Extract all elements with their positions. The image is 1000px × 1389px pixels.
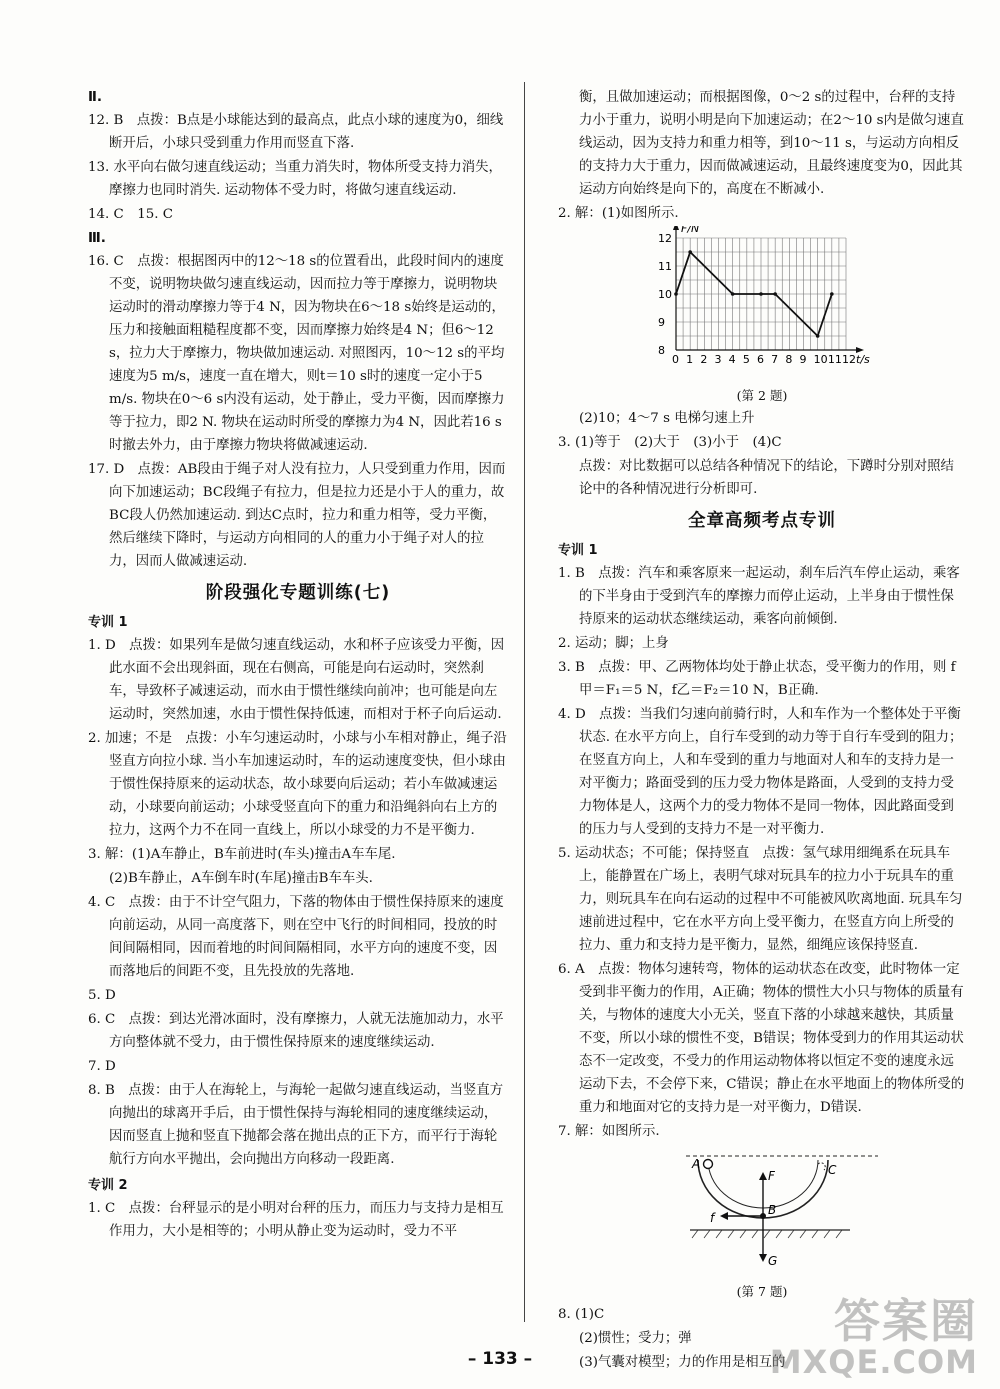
x-axis-label: t/s [856,353,870,366]
review-answer-4: 4. D 点拨：当我们匀速向前骑行时，人和车作为一个整体处于平衡状态. 在水平方向上，自行车受到的动力等于自行车受到的阻力；在竖直方向上，人和车受到的重力与地面对人和车的支持力是一对平衡力；路面受到的压力受力物体是路面，人受到的支持力受力物体是人，这两个力的受力物体不是同一物体，因此路面受到的压力与人受到的支持力不是一对平衡力. [558,707,963,837]
half-pipe-force-diagram [558,1144,966,1272]
x-tick-label: 8 [785,353,793,366]
training1-answer-8: 8. B 点拨：由于人在海轮上，与海轮一起做匀速直线运动，当竖直方向抛出的球离开手后，由于惯性保持与海轮相同的速度继续运动，因而竖直上抛和竖直下抛都会落在抛出点的正下方，而平行于海轮航行方向水平抛出，会向抛出方向移动一段距离. [88,1083,504,1167]
data-point [773,292,777,296]
y-tick-label: 11 [658,260,672,273]
label-friction: f [710,1211,715,1225]
x-tick-label: 10 [813,353,828,366]
review-answer-8a: 8. (1)C [558,1307,605,1322]
answer-17: 17. D 点拨：AB段由于绳子对人没有拉力，人只受到重力作用，因而向下加速运动；BC段绳子有拉力，但是拉力还是小于人的重力，故BC段人仍然加速运动. 到达C点时，拉力和重力相等，受力平衡，然后继续下降时，与运动方向相同的人的重力小于绳子对人的拉力，因而人做减速运动. [88,462,506,569]
y-tick-label: 12 [658,232,672,245]
label-f: F [768,1169,775,1183]
training2-answer-2a: 2. 解：(1)如图所示. [558,206,679,221]
figure-7-diagram [558,1144,966,1303]
training2-answer-1: 1. C 点拨：台秤显示的是小明对台秤的压力，而压力与支持力是相互作用力，大小是相等的；小明从静止变为运动时，受力不平 [88,1201,504,1239]
ball-at-a [704,1160,713,1169]
y-tick-label: 10 [658,288,672,301]
column-divider [524,82,525,1322]
data-point [816,334,820,338]
figure-7-caption: (第 7 题) [736,1284,788,1299]
training2-answer-3a: 3. (1)等于 (2)大于 (3)小于 (4)C [558,435,782,450]
data-point [674,292,678,296]
review-answer-1: 1. B 点拨：汽车和乘客原来一起运动，刹车后汽车停止运动，乘客的下半身由于受到汽车的摩擦力而停止运动，上半身由于惯性保持原来的运动状态继续运动，乘客向前倾倒. [558,566,960,627]
y-tick-label: 8 [658,344,665,357]
x-tick-label: 5 [742,353,750,366]
x-tick-label: 0 [672,353,679,366]
review-answer-8b: (2)惯性；受力；弹 [579,1331,692,1346]
review-answer-8c: (3)气囊对模型；力的作用是相互的 [579,1355,786,1370]
label-c: C [828,1163,837,1177]
answer-13: 13. 水平向右做匀速直线运动；当重力消失时，物体所受支持力消失，摩擦力也同时消失. 运动物体不受力时，将做匀速直线运动. [88,160,502,198]
figure-2-chart [558,226,966,407]
review-answer-2: 2. 运动；脚；上身 [558,636,669,651]
page-number: – 133 – [467,1349,533,1369]
data-point [830,292,834,296]
answer-12: 12. B 点拨：B点是小球能达到的最高点，此点小球的速度为0，细线断开后，小球只受到重力作用而竖直下落. [88,113,504,151]
section-title-stage-training-7: 阶段强化专题训练(七) [205,583,391,603]
x-tick-label: 11 [827,353,842,366]
y-axis-arrow [673,226,679,230]
subsection-heading-zhuanxun-2: 专训 2 [88,1178,128,1193]
data-point [759,292,763,296]
x-tick-label: 6 [757,353,764,366]
label-a: A [692,1157,701,1171]
training1-answer-4: 4. C 点拨：由于不计空气阻力，下落的物体由于惯性保持原来的速度向前运动，从同一高度落下，则在空中飞行的时间相同，投放的时间间隔相同，因而着地的时间间隔相同，水平方向的速度不变，因而落地后的间距不变，且先投放的先落地. [88,895,504,979]
review-subsection-heading-1: 专训 1 [558,543,598,558]
label-g: G [768,1254,778,1268]
x-tick-label: 9 [799,353,807,366]
answer-14-15: 14. C 15. C [88,207,173,222]
training2-answer-1-continued: 衡，且做加速运动；而根据图像，0～2 s的过程中，台秤的支持力小于重力，说明小明是向下加速运动；在2～10 s内是做匀速直线运动，因为支持力和重力相等，到10～11 s，与运动方向相反的支持力大于重力，因而做减速运动，且最终速度变为0，因此其运动方向始终是向下的，高度在不断减小. [579,90,964,197]
x-tick-label: 7 [771,353,779,366]
y-axis-label: F/N [681,226,700,235]
section-title-chapter-review: 全章高频考点专训 [688,511,836,531]
section-heading-ii: Ⅱ. [88,89,103,105]
training1-answer-5: 5. D [88,988,116,1003]
data-point [731,292,735,296]
training1-answer-1: 1. D 点拨：如果列车是做匀速直线运动，水和杯子应该受力平衡，因此水面不会出现斜面，现在右侧高，可能是向右运动时，突然刹车，导致杯子减速运动，而水由于惯性继续向前冲；也可能是向左运动时，突然加速，水由于惯性保持低速，而相对于杯子向后运动. [88,638,505,722]
section-heading-iii: Ⅲ. [88,230,106,246]
label-b: B [768,1203,777,1217]
force-time-chart [558,226,966,376]
data-point [688,250,692,254]
watermark-line2: MXQE.COM [769,1343,978,1381]
x-tick-label: 12 [842,353,856,366]
page-number-value: 133 [482,1349,518,1369]
training1-answer-3a: 3. 解：(1)A车静止，B车前进时(车头)撞击A车车尾. [88,847,396,862]
x-tick-label: 4 [728,353,736,366]
training1-answer-2: 2. 加速；不是 点拨：小车匀速运动时，小球与小车相对静止，绳子沿竖直方向拉小球. 当小车加速运动时，车的运动速度变快，但小球由于惯性保持原来的运动状态，故小球要向后运动；若小车做减速运动，小球要向前运动；小球受竖直向下的重力和沿绳斜向右上方的拉力，这两个力不在同一直线上，所以小球受的力不是平衡力. [88,731,507,838]
watermark [769,1294,978,1381]
x-tick-label: 1 [686,353,694,366]
right-column [558,86,966,1375]
training1-answer-6: 6. C 点拨：到达光滑冰面时，没有摩擦力，人就无法施加动力，水平方向整体就不受力，由于惯性保持原来的速度继续运动. [88,1012,504,1050]
training1-answer-7: 7. D [88,1059,116,1074]
training2-answer-2b: (2)10；4～7 s 电梯匀速上升 [579,411,755,426]
figure-2-caption: (第 2 题) [736,388,788,403]
x-tick-label: 3 [714,353,722,366]
x-tick-label: 2 [700,353,708,366]
review-answer-7: 7. 解：如图所示. [558,1124,660,1139]
watermark-line1: 答案圈 [834,1294,978,1348]
review-answer-3: 3. B 点拨：甲、乙两物体均处于静止状态，受平衡力的作用，则 f甲＝F₁＝5 N，f乙＝F₂＝10 N，B正确. [558,660,956,698]
y-tick-label: 9 [658,316,665,329]
subsection-heading-zhuanxun-1: 专训 1 [88,615,128,630]
review-answer-6: 6. A 点拨：物体匀速转弯，物体的运动状态在改变，此时物体一定受到非平衡力的作用，A正确；物体的惯性大小只与物体的质量有关，与物体的速度大小无关，竖直下落的小球越来越快，其质量不变，所以小球的惯性不变，B错误；物体受到力的作用其运动状态不一定改变，不受力的作用运动物体将以恒定不变的速度永远运动下去，不会停下来，C错误；静止在水平地面上的物体所受的重力和地面对它的支持力是一对平衡力，D错误. [558,962,965,1115]
training1-answer-3b: (2)B车静止，A车倒车时(车尾)撞击B车车头. [109,871,373,886]
left-column [88,86,508,1244]
answer-16: 16. C 点拨：根据图丙中的12～18 s的位置看出，此段时间内的速度不变，说明物块做匀速直线运动，因而拉力等于摩擦力，说明物块运动时的滑动摩擦力等于4 N，因为物块在6～18 s始终是运动的，压力和接触面粗糙程度都不变，因而摩擦力始终是4 N；但6～12 s，拉力大于摩擦力，物块做加速运动. 对照图丙，10～12 s的平均速度为5 m/s，速度一直在增大，则t＝10 s时的速度一定小于5 m/s. 物块在0～6 s内没有运动，处于静止，受力平衡，因而摩擦力等于拉力，即2 N. 物块在运动时所受的摩擦力为4 N，因此若16 s时撤去外力，由于摩擦力物块将做减速运动. [88,254,505,453]
review-answer-5: 5. 运动状态；不可能；保持竖直 点拨：氢气球用细绳系在玩具车上，能静置在广场上，表明气球对玩具车的拉力小于玩具车的重力，则玩具车在向右运动的过程中不可能被风吹离地面. 玩具车匀速前进过程中，它在水平方向上受平衡力，在竖直方向上所受的拉力、重力和支持力是平衡力，显然，细绳应该保持竖直. [558,846,963,953]
training2-answer-3b: 点拨：对比数据可以总结各种情况下的结论，下蹲时分别对照结论中的各种情况进行分析即可. [579,459,954,497]
